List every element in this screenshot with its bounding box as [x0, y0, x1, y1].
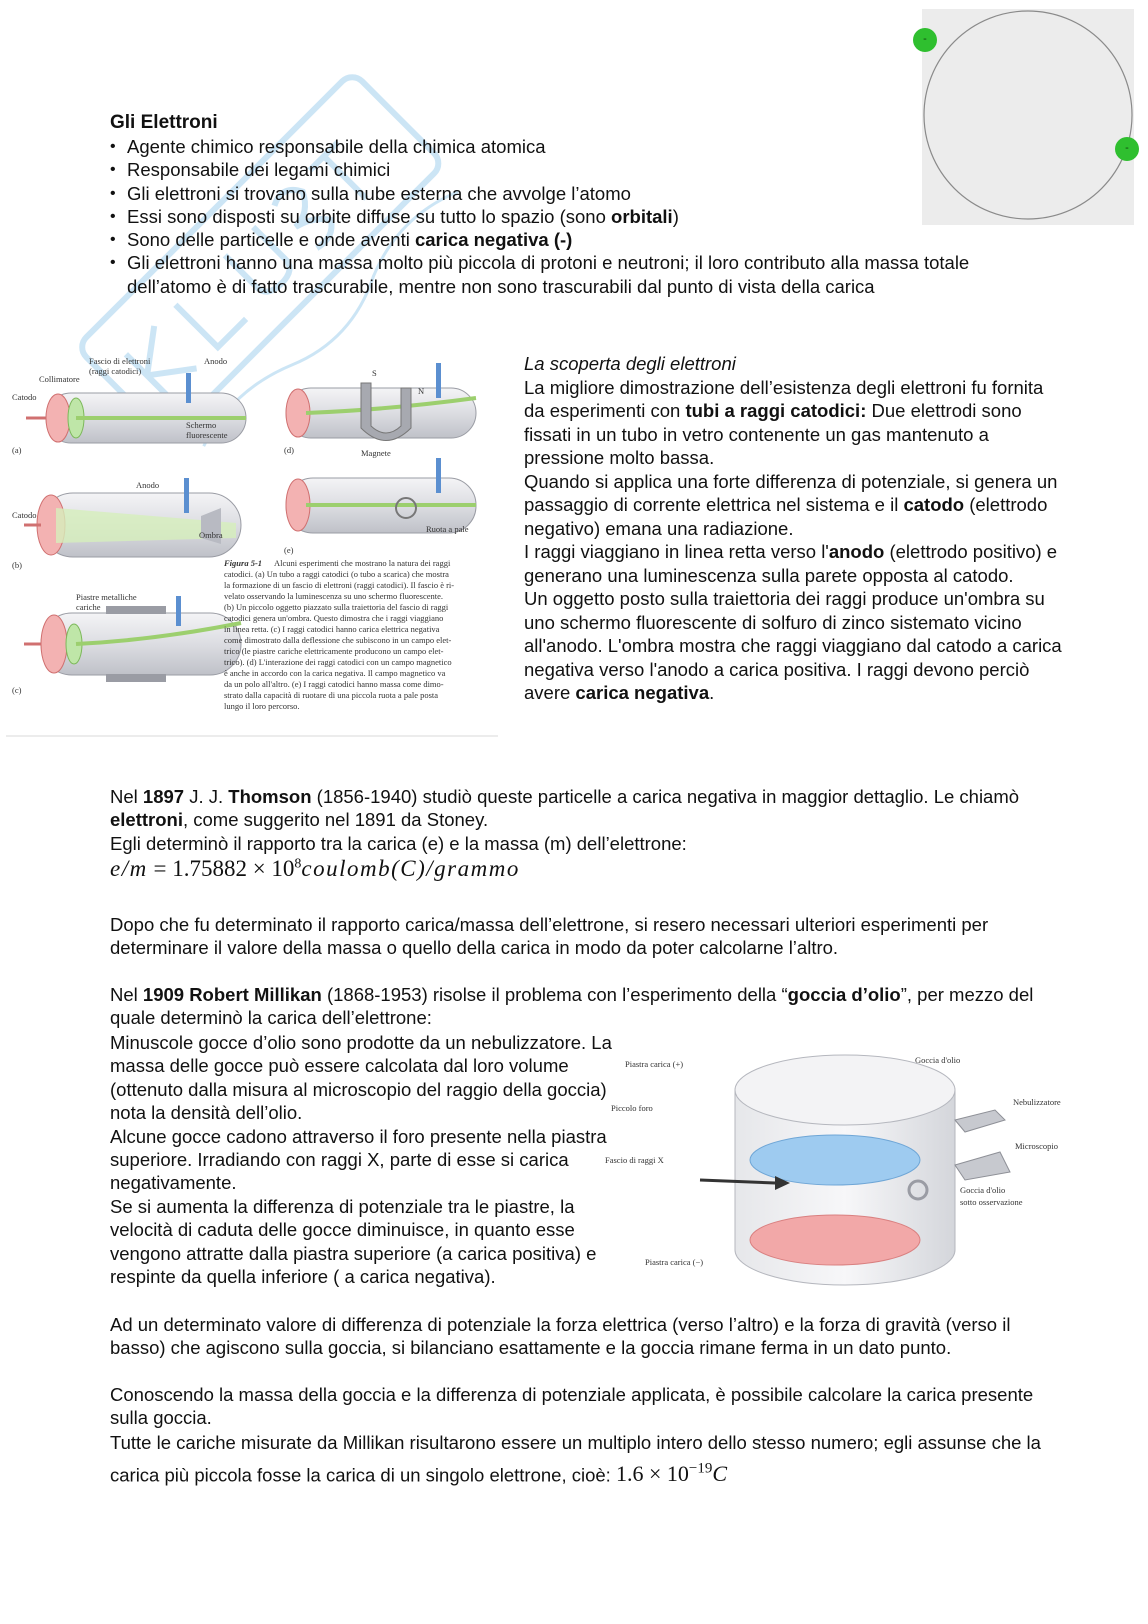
label-nebulizer: Nebulizzatore	[1013, 1097, 1061, 1107]
paragraph-text: (1856-1940) studiò queste particelle a carica negativa in maggior dettaglio. Le chiamò	[311, 786, 1020, 807]
list-item-text: Sono delle particelle e onde aventi	[127, 229, 415, 251]
charge-mass-formula	[110, 856, 520, 882]
tube-e	[286, 458, 476, 533]
label-observed-drop-2: sotto osservazione	[960, 1197, 1023, 1207]
label-plates-2: cariche	[76, 602, 101, 612]
list-item	[110, 228, 1040, 251]
formula-value: = 1.75882 × 10	[147, 856, 295, 881]
label-s-pole: S	[372, 368, 377, 378]
caption-line: è anche in accordo con la carica negativa. Il campo magnetico va	[224, 668, 446, 678]
electron-charge-label: -	[923, 33, 927, 45]
charge-calculation-paragraph: Conoscendo la massa della goccia e la differenza di potenziale applicata, è possibile calcolare la carica presente sulla goccia.	[110, 1384, 1034, 1429]
caption-line: Alcuni esperimenti che mostrano la natura dei raggi	[274, 558, 451, 568]
bold-term: anodo	[828, 541, 885, 562]
caption-line: trico). (d) L'interazione dei raggi catodici con un campo magnetico	[224, 657, 452, 667]
formula-unit: coulomb(C)/grammo	[301, 856, 520, 881]
bold-term: catodo	[903, 494, 965, 515]
formula-exponent: 8	[294, 856, 302, 872]
label-a: (a)	[12, 445, 22, 455]
electron-properties-list	[110, 135, 1040, 298]
list-item-text: )	[672, 205, 679, 227]
tube-d	[286, 363, 476, 441]
caption-line: catodici genera un'ombra. Questo dimostra che i raggi viaggiano	[224, 613, 444, 623]
caption-line: da un polo all'altro. (e) I raggi catodici hanno massa come dimo-	[224, 679, 444, 689]
charge-exponent: −19	[688, 1461, 713, 1477]
paragraph-text: , come suggerito nel 1891 da Stoney.	[182, 809, 489, 831]
paragraph-text: I raggi viaggiano in linea retta verso l'	[524, 541, 829, 562]
caption-line: la formazione di un fascio di elettroni (raggi catodici). Il fascio è ri-	[224, 580, 455, 590]
caption-line: velato osservando la luminescenza su uno schermo fluorescente.	[224, 591, 444, 601]
electron-right	[1115, 137, 1139, 161]
details-paragraph: Minuscole gocce d’olio sono prodotte da un nebulizzatore. La massa delle gocce può essere calcolata dal loro volume (ottenuto dalla misura al microscopio del raggio della goccia) nota la densità dell’olio.	[110, 1032, 612, 1124]
label-anode: Anodo	[204, 356, 228, 366]
caption-line: trico (le piastre cariche elettricamente producono un campo elet-	[224, 646, 444, 656]
caption-line: in linea retta. (c) I raggi catodici hanno carica elettrica negativa	[224, 624, 440, 634]
label-beam: Fascio di elettroni	[89, 356, 151, 366]
bold-term: carica negativa	[575, 682, 710, 703]
bold-term: orbitali	[611, 205, 673, 227]
bold-term: 1897	[142, 786, 185, 807]
paragraph-text: Nel	[110, 786, 143, 807]
label-microscope: Microscopio	[1015, 1141, 1058, 1151]
caption-line: catodici. (a) Un tubo a raggi catodici (o tubo a scarica) che mostra	[224, 569, 449, 579]
elementary-charge-value	[616, 1461, 727, 1486]
details-paragraph: Alcune gocce cadono attraverso il foro presente nella piastra superiore. Irradiando con raggi X, parte di esse si carica negativamente.	[110, 1125, 607, 1194]
electron-charge-label: -	[1125, 142, 1129, 154]
label-xray: Fascio di raggi X	[605, 1155, 664, 1165]
label-d: (d)	[284, 445, 294, 455]
list-item	[110, 135, 1040, 158]
list-item-text: Responsabile dei legami chimici	[127, 159, 391, 181]
list-item-text: Gli elettroni si trovano sulla nube esterna che avvolge l’atomo	[127, 182, 631, 204]
discovery-column	[524, 352, 1064, 705]
label-beam-2: (raggi catodici)	[89, 366, 142, 376]
discovery-paragraph	[524, 470, 1064, 541]
label-c: (c)	[12, 685, 22, 695]
tube-b	[24, 478, 241, 557]
list-item	[110, 158, 1040, 181]
bold-term: elettroni	[110, 809, 183, 831]
list-item	[110, 182, 1040, 205]
bold-term: goccia d’olio	[787, 984, 901, 1005]
label-anode: Anodo	[136, 480, 160, 490]
caption-line: (b) Un piccolo oggetto piazzato sulla traiettoria del fascio di raggi	[224, 602, 449, 612]
electron-top	[913, 28, 937, 52]
paragraph-text: (1868-1953) risolse il problema con l’esperimento della “	[321, 984, 788, 1005]
oil-drop-figure	[605, 1040, 1105, 1300]
paragraph-text: Nel	[110, 984, 143, 1005]
charge-number: 1.6 × 10	[615, 1461, 689, 1487]
discovery-paragraph	[524, 587, 1064, 705]
millikan-intro: Dopo che fu determinato il rapporto carica/massa dell’elettrone, si resero necessari ulteriori esperimenti per determinare il valore della massa o quello della carica in modo da poter calcolarne l’altro.	[110, 914, 989, 959]
label-cathode: Catodo	[12, 510, 37, 520]
caption-line: lungo il loro percorso.	[224, 701, 300, 711]
caption-title: Figura 5-1	[224, 558, 263, 568]
thomson-paragraph	[110, 785, 1060, 855]
tube-c	[24, 596, 241, 682]
millikan-experiment	[110, 983, 1060, 1030]
paragraph-text: .	[709, 682, 715, 703]
bold-term: carica negativa (-)	[414, 229, 573, 251]
paragraph-text: (elettrodo negativo) emana una radiazione.	[524, 494, 1048, 539]
balance-paragraph: Ad un determinato valore di differenza di potenziale la forza elettrica (verso l’altro) e la forza di gravità (verso il basso) che agiscono sulla goccia, si bilanciano esattamente e la goccia rimane ferma in un dato punto.	[110, 1314, 1011, 1359]
label-shadow: Ombra	[199, 530, 223, 540]
paragraph-text: (elettrodo positivo) e generano una luminescenza sulla parete opposta al catodo.	[524, 541, 1058, 586]
paragraph-text: Egli determinò il rapporto tra la carica (e) e la massa (m) dell’elettrone:	[110, 832, 687, 854]
list-item-text: Gli elettroni hanno una massa molto più piccola di protoni e neutroni; il loro contributo alla massa totale dell’atomo è di fatto trascurabile, mentre non sono trascurabili dal punto di vista della carica	[127, 252, 970, 297]
bold-term: 1909 Robert Millikan	[142, 984, 322, 1005]
caption-line: come dimostrato dalla deflessione che subiscono in un campo elet-	[224, 635, 452, 645]
cathode-ray-figure	[6, 348, 498, 740]
details-paragraph: Se si aumenta la differenza di potenziale tra le piastre, la velocità di caduta delle gocce diminuisce, in quanto esse vengono attratte dalla piastra superiore (a carica positiva) e respinte da quella inferiore ( a carica negativa).	[110, 1195, 597, 1288]
elementary-charge-paragraph	[110, 1429, 1060, 1488]
label-magnet: Magnete	[361, 448, 391, 458]
millikan-details	[110, 1031, 630, 1288]
discovery-heading: La scoperta degli elettroni	[524, 353, 736, 374]
paragraph-text: Un oggetto posto sulla traiettoria dei raggi produce un'ombra su uno schermo fluorescente di solfuro di zinco sistemato vicino all'anodo. L'ombra mostra che raggi viaggiano dal catodo a carica negativa verso l'anodo a carica positiva. I raggi devono perciò avere	[524, 588, 1062, 703]
label-wheel: Ruota a pale	[426, 524, 469, 534]
caption-line: strato dalla capacità di ruotare di una piccola ruota a pale posta	[224, 690, 439, 700]
label-collimator: Collimatore	[39, 374, 80, 384]
label-n-pole: N	[418, 386, 425, 396]
paragraph-text: J. J.	[184, 786, 229, 807]
bold-term: tubi a raggi catodici:	[685, 400, 867, 421]
label-e: (e)	[284, 545, 294, 555]
paragraph-text: Tutte le cariche misurate da Millikan risultarono essere un multiplo intero dello stesso numero; egli assunse che la carica più piccola fosse la carica di un singolo elettrone, cioè:	[110, 1432, 1041, 1486]
label-plate-plus: Piastra carica (+)	[625, 1059, 684, 1069]
label-oil-drop: Goccia d'olio	[915, 1055, 961, 1065]
charge-unit: C	[712, 1461, 728, 1487]
label-small-hole: Piccolo foro	[611, 1103, 653, 1113]
list-item	[110, 205, 1040, 228]
discovery-paragraph	[524, 376, 1064, 470]
label-plates: Piastre metalliche	[76, 592, 137, 602]
label-b: (b)	[12, 560, 22, 570]
label-plate-minus: Piastra carica (−)	[645, 1257, 704, 1267]
bold-term: Thomson	[228, 786, 312, 807]
label-screen: Schermo	[186, 420, 217, 430]
formula-lhs: e/m	[110, 856, 148, 881]
list-item	[110, 251, 1017, 298]
discovery-paragraph	[524, 540, 1064, 587]
label-observed-drop: Goccia d'olio	[960, 1185, 1006, 1195]
paragraph-text: ”, per mezzo del quale determinò la carica dell’elettrone:	[110, 984, 1034, 1029]
figure-caption	[224, 558, 454, 711]
paragraph-text: Due elettrodi sono fissati in un tubo in vetro contenente un gas mantenuto a pressione molto bassa.	[524, 400, 1022, 468]
paragraph-text: La migliore dimostrazione dell’esistenza degli elettroni fu fornita da esperimenti con	[524, 376, 1044, 421]
section-title: Gli Elettroni	[110, 112, 218, 133]
list-item-text: Essi sono disposti su orbite diffuse su tutto lo spazio (sono	[127, 205, 612, 227]
label-cathode: Catodo	[12, 392, 37, 402]
label-screen-2: fluorescente	[186, 430, 228, 440]
list-item-text: Agente chimico responsabile della chimica atomica	[127, 136, 546, 157]
paragraph-text: Quando si applica una forte differenza di potenziale, si genera un passaggio di corrente elettrica nel sistema e il	[524, 470, 1058, 515]
